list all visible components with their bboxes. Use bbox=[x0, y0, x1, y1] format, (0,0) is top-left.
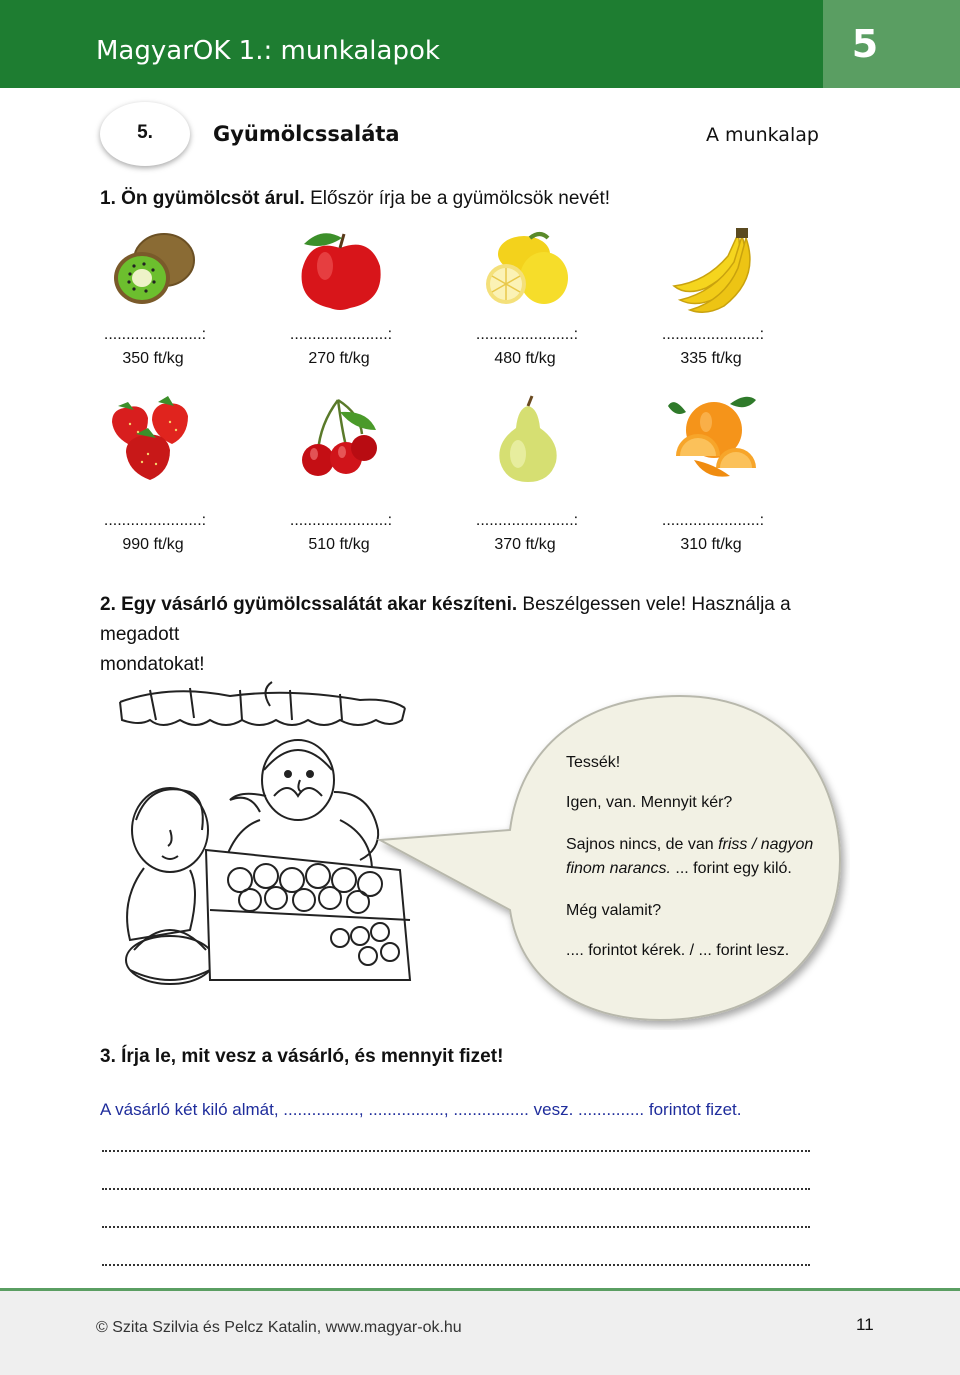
bubble-line-5: Még valamit? bbox=[566, 902, 662, 919]
task-1-bold: 1. Ön gyümölcsöt árul. bbox=[100, 188, 305, 209]
lesson-number-badge bbox=[100, 102, 190, 166]
bubble-line-4 bbox=[566, 860, 792, 878]
lemon-icon bbox=[478, 226, 578, 316]
fruit-price: 270 ft/kg bbox=[308, 350, 370, 367]
fruit-name-blank[interactable]: ......................: bbox=[103, 512, 207, 529]
fruit-price: 335 ft/kg bbox=[680, 350, 742, 367]
chapter-number: 5 bbox=[851, 22, 879, 66]
page-number: 11 bbox=[856, 1315, 874, 1334]
fruit-name-blank[interactable]: ......................: bbox=[475, 326, 579, 343]
answer-line[interactable] bbox=[102, 1188, 810, 1190]
fruit-price: 510 ft/kg bbox=[308, 536, 370, 553]
copyright: © Szita Szilvia és Pelcz Katalin, www.magyar-ok.hu bbox=[96, 1319, 462, 1336]
fruit-name-blank[interactable]: ......................: bbox=[661, 326, 765, 343]
fruit-price: 370 ft/kg bbox=[494, 536, 556, 553]
task-2-text-cont: mondatokat! bbox=[100, 654, 205, 675]
answer-line[interactable] bbox=[102, 1226, 810, 1228]
bubble-line-4-italic: finom narancs. bbox=[566, 860, 671, 877]
task-3-instruction bbox=[100, 1042, 503, 1072]
header-bar bbox=[0, 0, 960, 88]
task-1-text: Először írja be a gyümölcsök nevét! bbox=[304, 188, 611, 209]
fruit-price: 990 ft/kg bbox=[122, 536, 184, 553]
task-2-text: Beszélgessen vele! Használja a megadott bbox=[100, 594, 791, 645]
bubble-line-1: Tessék! bbox=[566, 754, 621, 771]
bubble-line-6: .... forintot kérek. / ... forint lesz. bbox=[566, 942, 790, 959]
book-title: MagyarOK 1.: munkalapok bbox=[96, 36, 440, 66]
kiwi-icon bbox=[106, 226, 206, 316]
footer bbox=[0, 1288, 960, 1375]
task-2-instruction bbox=[100, 590, 820, 680]
bubble-line-3 bbox=[566, 836, 813, 854]
fruit-name-blank[interactable]: ......................: bbox=[103, 326, 207, 343]
task-3-bold: 3. Írja le, mit vesz a vásárló, és mennyit fizet! bbox=[100, 1046, 504, 1067]
apple-icon bbox=[290, 226, 390, 316]
fruit-price: 480 ft/kg bbox=[494, 350, 556, 367]
lesson-title: Gyümölcssaláta bbox=[213, 122, 400, 146]
answer-example: A vásárló két kiló almát, ................, ................, ................ vesz. .............. forintot fizet. bbox=[100, 1100, 742, 1119]
fruit-name-blank[interactable]: ......................: bbox=[289, 512, 393, 529]
lesson-number: 5. bbox=[137, 122, 153, 143]
worksheet-label: A munkalap bbox=[706, 124, 819, 146]
answer-line[interactable] bbox=[102, 1150, 810, 1152]
answer-line[interactable] bbox=[102, 1264, 810, 1266]
cherry-icon bbox=[290, 394, 390, 484]
task-1-instruction bbox=[100, 184, 610, 214]
fruit-name-blank[interactable]: ......................: bbox=[475, 512, 579, 529]
fruit-name-blank[interactable]: ......................: bbox=[661, 512, 765, 529]
fruit-name-blank[interactable]: ......................: bbox=[289, 326, 393, 343]
bubble-line-3-italic: friss / nagyon bbox=[718, 836, 814, 853]
bubble-line-4-text: ... forint egy kiló. bbox=[670, 860, 792, 877]
fruit-price: 350 ft/kg bbox=[122, 350, 184, 367]
strawberry-icon bbox=[104, 394, 204, 484]
fruit-price: 310 ft/kg bbox=[680, 536, 742, 553]
orange-icon bbox=[666, 394, 766, 484]
banana-icon bbox=[666, 226, 766, 316]
bubble-line-3-text: Sajnos nincs, de van bbox=[566, 836, 719, 853]
bubble-line-2: Igen, van. Mennyit kér? bbox=[566, 794, 733, 811]
chapter-box bbox=[823, 0, 960, 88]
task-2-bold: 2. Egy vásárló gyümölcssalátát akar készíteni. bbox=[100, 594, 518, 615]
pear-icon bbox=[478, 394, 578, 484]
